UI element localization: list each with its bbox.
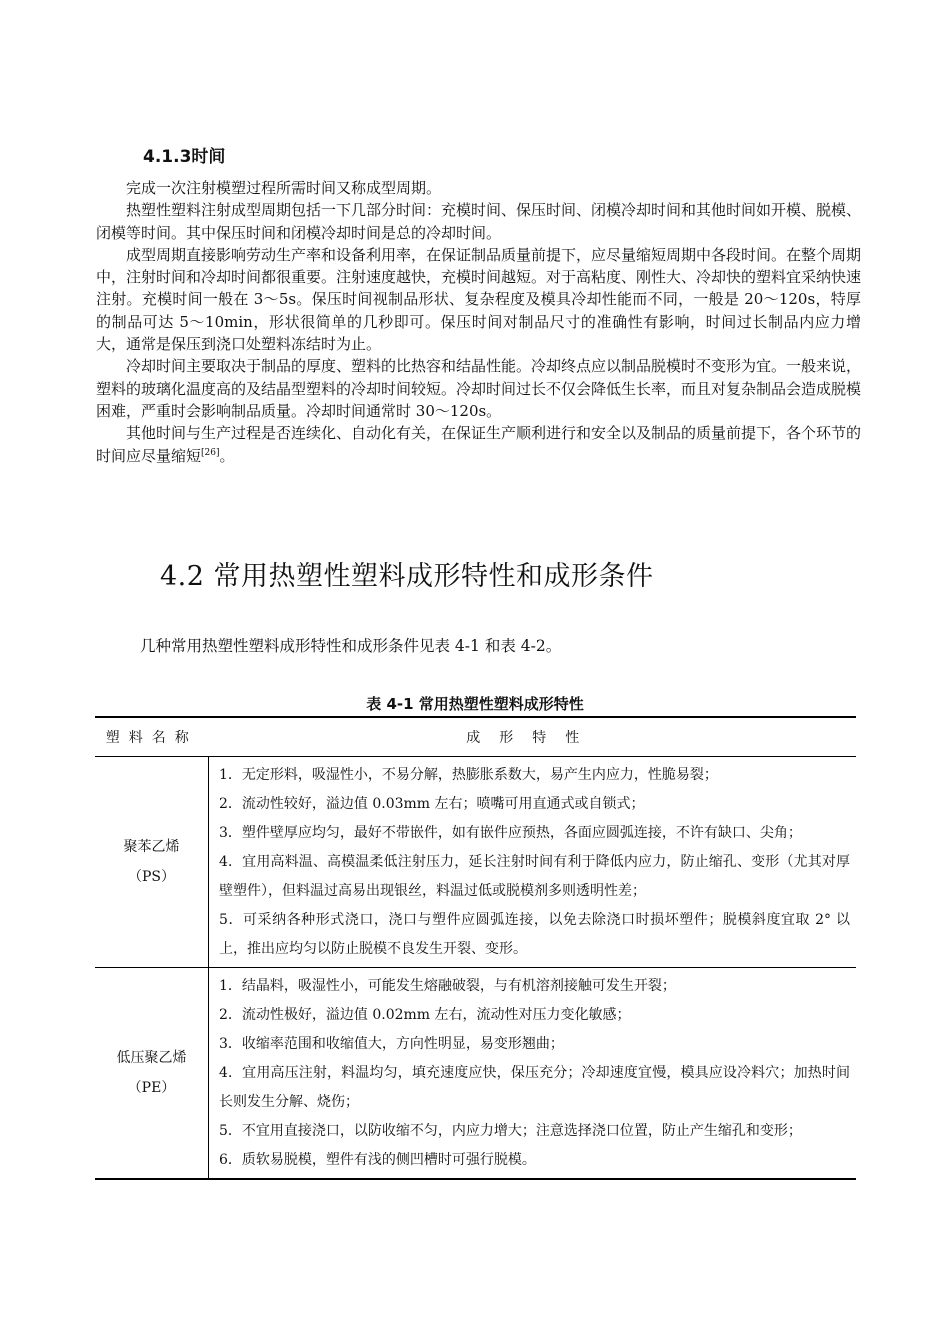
table-header-row [95,717,856,757]
table-row [95,757,856,968]
citation-ref: [26] [201,447,220,458]
table-caption: 表 4-1 常用热塑性塑料成形特性 [366,695,584,713]
paragraph: 完成一次注射模塑过程所需时间又称成型周期。 [126,179,442,197]
properties-table [95,716,856,1180]
table-row [95,968,856,1180]
plastic-name-cell [95,757,209,968]
property-item: 3．塑件壁厚应均匀，最好不带嵌件，如有嵌件应预热，各面应圆弧连接，不许有缺口、尖角； [219,825,802,841]
properties-cell [209,968,857,1180]
property-item: 3．收缩率范围和收缩值大，方向性明显，易变形翘曲； [219,1036,564,1052]
paragraph: 冷却时间主要取决于制品的厚度、塑料的比热容和结晶性能。冷却终点应以制品脱模时不变形为宜。一般来说，塑料的玻璃化温度高的及结晶型塑料的冷却时间较短。冷却时间过长不仅会降低生长率，而且对复杂制品会造成脱模困难，严重时会影响制品质量。冷却时间通常时 30～120s。 [96,357,862,420]
plastic-abbr: （PE） [127,1080,176,1096]
property-item: 6．质软易脱模，塑件有浅的侧凹槽时可强行脱模。 [219,1152,536,1168]
section-body [96,177,861,467]
header-plastic-name: 塑料名称 [95,717,209,757]
property-item: 1．无定形料，吸湿性小，不易分解，热膨胀系数大，易产生内应力，性脆易裂； [219,767,718,783]
section-heading: 4.1.3时间 [143,147,226,167]
chapter-heading: 4.2 常用热塑性塑料成形特性和成形条件 [160,561,654,592]
property-item: 5．不宜用直接浇口，以防收缩不匀，内应力增大；注意选择浇口位置，防止产生缩孔和变形； [219,1123,802,1139]
plastic-abbr: （PS） [127,869,175,885]
paragraph-text: 其他时间与生产过程是否连续化、自动化有关，在保证生产顺利进行和安全以及制品的质量前提下，各个环节的时间应尽量缩短 [96,424,862,465]
header-properties: 成形特性 [209,717,857,757]
paragraph: 成型周期直接影响劳动生产率和设备利用率，在保证制品质量前提下，应尽量缩短周期中各段时间。在整个周期中，注射时间和冷却时间都很重要。注射速度越快，充模时间越短。对于高粘度、刚性大、冷却快的塑料宜采纳快速注射。充模时间一般在 3～5s。保压时间视制品形状、复杂程度及模具冷却性能而不同，一般是 20～120s，特厚的制品可达 5～10min，形状很简单的几秒即可。保压时间对制品尺寸的准确性有影响，时间过长制品内应力增大，通常是保压到浇口处塑料冻结时为止。 [96,245,862,354]
property-item: 4．宜用高料温、高模温柔低注射压力，延长注射时间有利于降低内应力，防止缩孔、变形（尤其对厚壁塑件），但料温过高易出现银丝，料温过低或脱模剂多则透明性差； [219,854,850,899]
property-item: 2．流动性极好，溢边值 0.02mm 左右，流动性对压力变化敏感； [219,1007,631,1023]
paragraph-last [96,422,861,467]
plastic-name-cell [95,968,209,1180]
properties-cell [209,757,857,968]
chapter-intro: 几种常用热塑性塑料成形特性和成形条件见表 4-1 和表 4-2。 [140,637,562,655]
plastic-name: 聚苯乙烯 [123,839,180,855]
plastic-name: 低压聚乙烯 [116,1050,187,1066]
paragraph: 热塑性塑料注射成型周期包括一下几部分时间：充模时间、保压时间、闭模冷却时间和其他时间如开模、脱模、闭模等时间。其中保压时间和闭模冷却时间是总的冷却时间。 [96,201,862,242]
property-item: 5．可采纳各种形式浇口，浇口与塑件应圆弧连接，以免去除浇口时损坏塑件；脱模斜度宜取 2° 以上，推出应均匀以防止脱模不良发生开裂、变形。 [219,912,850,957]
property-item: 2．流动性较好，溢边值 0.03mm 左右；喷嘴可用直通式或自锁式； [219,796,645,812]
paragraph-end: 。 [219,446,235,465]
property-item: 4．宜用高压注射，料温均匀，填充速度应快，保压充分；冷却速度宜慢，模具应设冷料穴；加热时间长则发生分解、烧伤； [219,1065,850,1110]
property-item: 1．结晶料，吸湿性小，可能发生熔融破裂，与有机溶剂接触可发生开裂； [219,978,676,994]
